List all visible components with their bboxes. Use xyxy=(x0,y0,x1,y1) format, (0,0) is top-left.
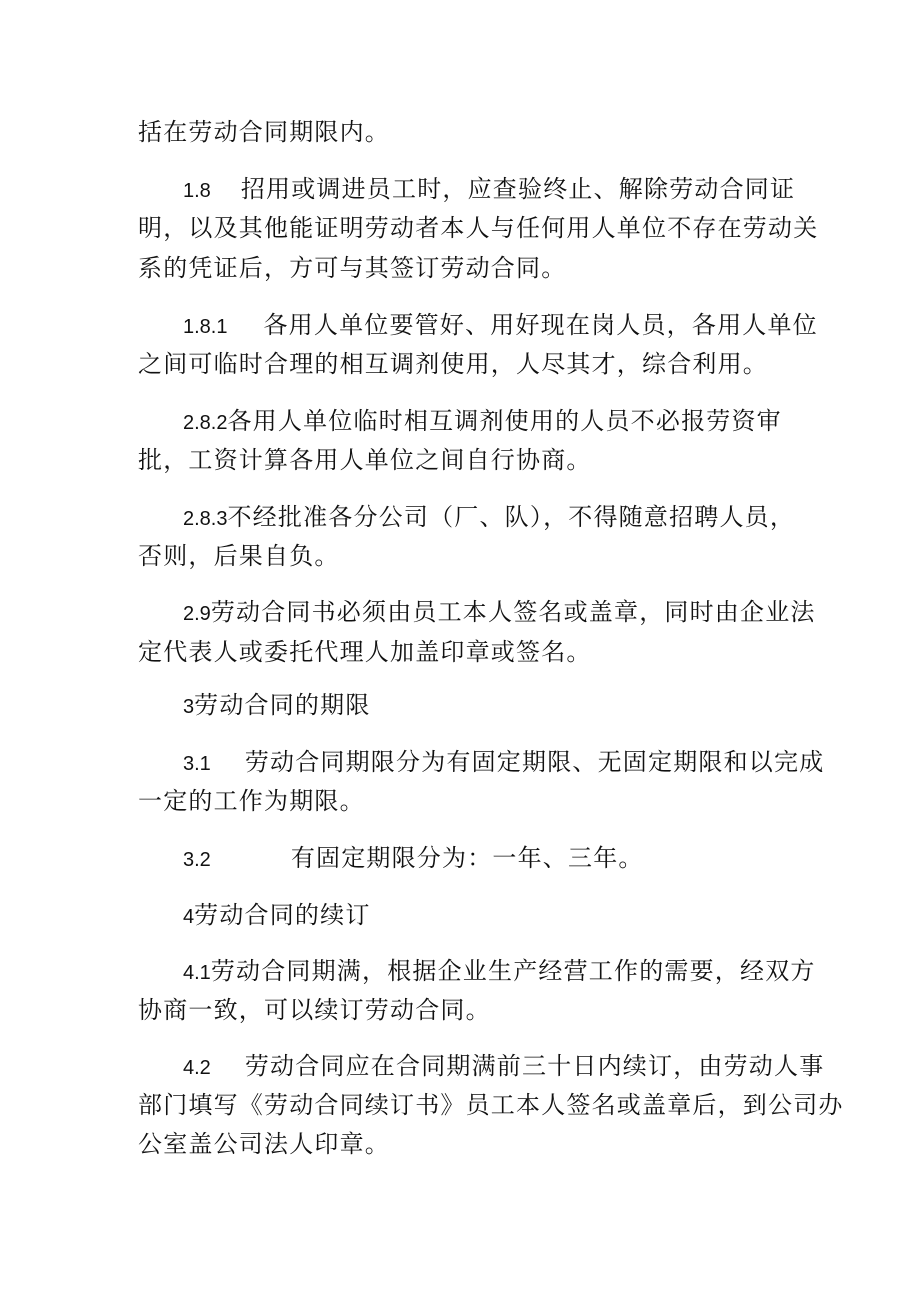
section-4-heading: 4劳动合同的续订 xyxy=(183,901,371,929)
clause-1-8: 1.8 招用或调进员工时，应查验终止、解除劳动合同证 xyxy=(183,175,796,203)
clause-number: 2.8.3 xyxy=(183,508,228,530)
clause-2-9: 2.9劳动合同书必须由员工本人签名或盖章，同时由企业法 xyxy=(183,598,816,626)
clause-number: 1.8 xyxy=(183,180,211,202)
clause-4-2: 4.2 劳动合同应在合同期满前三十日内续订，由劳动人事 xyxy=(183,1052,825,1080)
clause-number: 2.9 xyxy=(183,603,211,625)
text-line: 批，工资计算各用人单位之间自行协商。 xyxy=(138,446,592,474)
text-line: 否则，后果自负。 xyxy=(138,542,340,570)
clause-4-1: 4.1劳动合同期满，根据企业生产经营工作的需要，经双方 xyxy=(183,957,816,985)
clause-1-8-1: 1.8.1 各用人单位要管好、用好现在岗人员，各用人单位 xyxy=(183,311,818,339)
text-line: 括在劳动合同期限内。 xyxy=(138,118,390,146)
text-line: 明，以及其他能证明劳动者本人与任何用人单位不存在劳动关 xyxy=(138,214,819,242)
clause-number: 3.2 xyxy=(183,849,211,871)
clause-2-8-2: 2.8.2各用人单位临时相互调剂使用的人员不必报劳资审 xyxy=(183,407,782,435)
text-line: 之间可临时合理的相互调剂使用，人尽其才，综合利用。 xyxy=(138,350,768,378)
clause-number: 2.8.2 xyxy=(183,412,228,434)
text-line: 系的凭证后，方可与其签订劳动合同。 xyxy=(138,254,567,282)
text-line: 一定的工作为期限。 xyxy=(138,787,365,815)
clause-number: 3 xyxy=(183,696,195,718)
text-line: 公室盖公司法人印章。 xyxy=(138,1130,390,1158)
text-line: 部门填写《劳动合同续订书》员工本人签名或盖章后，到公司办 xyxy=(138,1091,844,1119)
clause-2-8-3: 2.8.3不经批准各分公司（厂、队），不得随意招聘人员， xyxy=(183,503,796,531)
clause-number: 3.1 xyxy=(183,753,211,775)
text-line: 协商一致，可以续订劳动合同。 xyxy=(138,996,491,1024)
section-3-heading: 3劳动合同的期限 xyxy=(183,691,371,719)
text-line: 定代表人或委托代理人加盖印章或签名。 xyxy=(138,638,592,666)
clause-3-1: 3.1 劳动合同期限分为有固定期限、无固定期限和以完成 xyxy=(183,748,825,776)
clause-3-2: 3.2 有固定期限分为：一年、三年。 xyxy=(183,844,644,872)
clause-number: 4.2 xyxy=(183,1057,211,1079)
clause-number: 4 xyxy=(183,906,195,928)
clause-number: 1.8.1 xyxy=(183,316,228,338)
clause-number: 4.1 xyxy=(183,962,211,984)
